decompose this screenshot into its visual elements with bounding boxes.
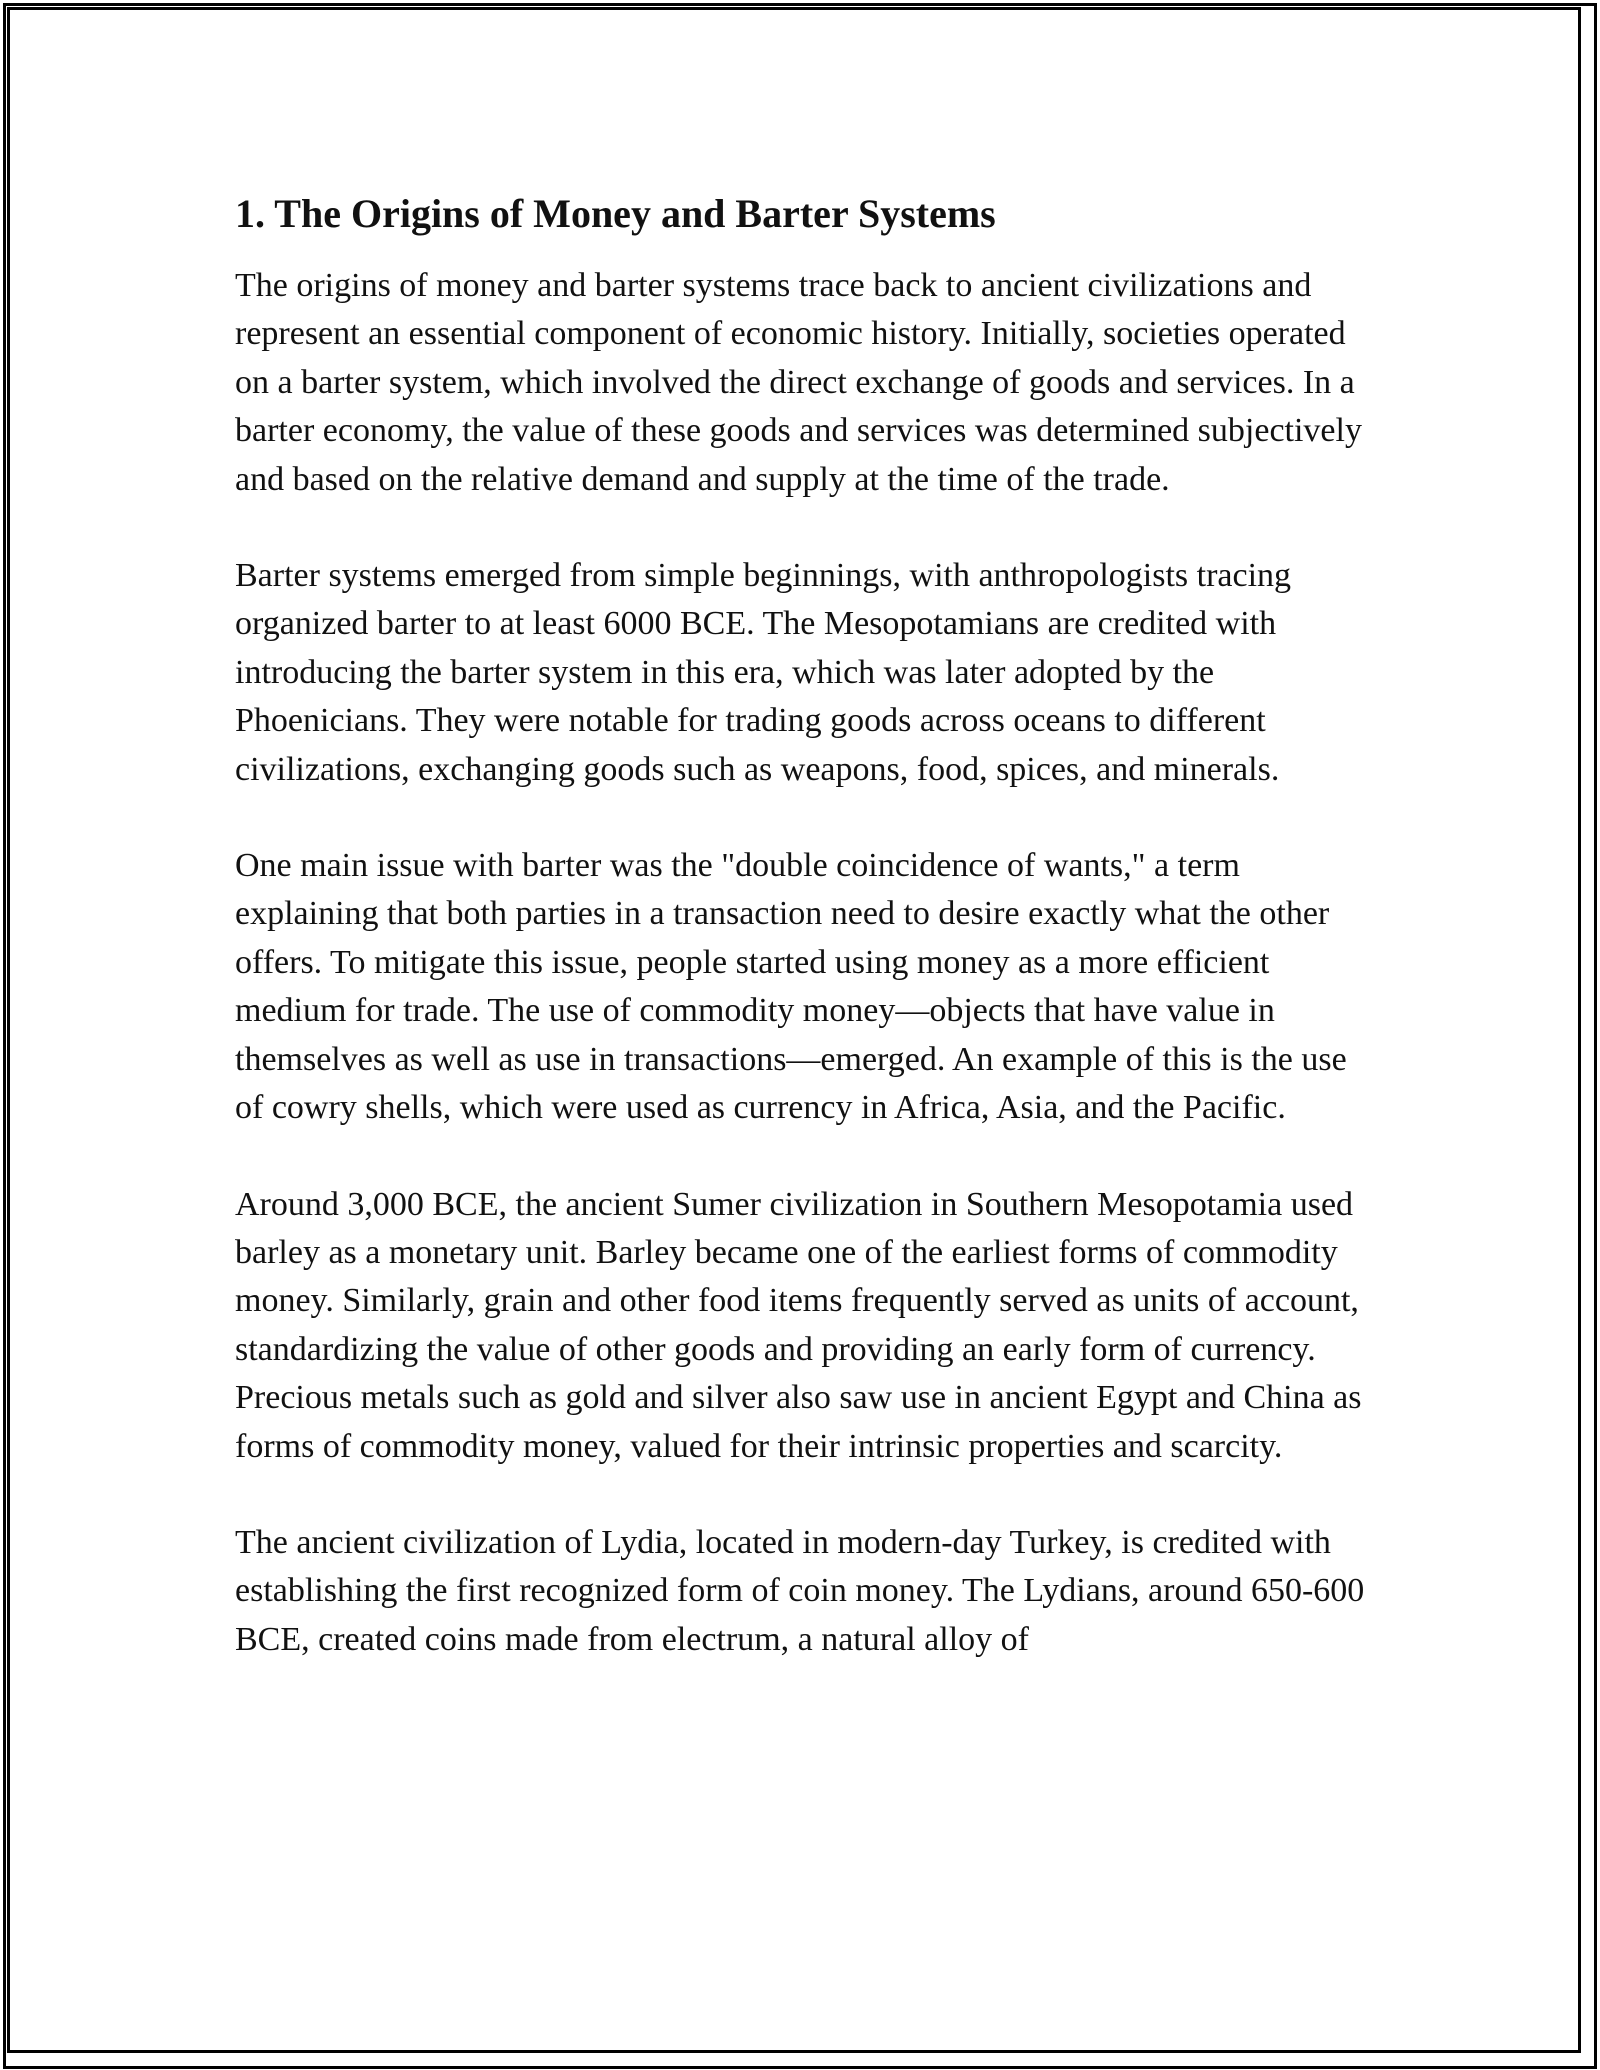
paragraph-barter-emergence: Barter systems emerged from simple beginnings, with anthropologists tracing organized barter to at least 6000 BCE. The Mesopotamians are credited with introducing the barter system in this era, which was later adopted by the Phoenicians. They were notable for trading goods across oceans to different civilizations, exchanging goods such as weapons, food, spices, and minerals.	[235, 557, 1292, 788]
paragraph-sumer-barley: Around 3,000 BCE, the ancient Sumer civilization in Southern Mesopotamia used barley as a monetary unit. Barley became one of the earliest forms of commodity money. Similarly, grain and other food items frequently served as units of account, standardizing the value of other goods and providing an early form of currency. Precious metals such as gold and silver also saw use in ancient Egypt and China as forms of commodity money, valued for their intrinsic properties and scarcity.	[235, 1185, 1362, 1465]
paragraph-barter-intro: The origins of money and barter systems trace back to ancient civilizations and represent an essential component of economic history. Initially, societies operated on a barter system, which involved the direct exchange of goods and services. In a barter economy, the value of these goods and services was determined subjectively and based on the relative demand and supply at the time of the trade.	[235, 267, 1362, 498]
document-body	[235, 186, 1375, 1712]
paragraph-double-coincidence: One main issue with barter was the "double coincidence of wants," a term explaining that both parties in a transaction need to desire exactly what the other offers. To mitigate this issue, people started using money as a more efficient medium for trade. The use of commodity money—objects that have value in themselves as well as use in transactions—emerged. An example of this is the use of cowry shells, which were used as currency in Africa, Asia, and the Pacific.	[235, 847, 1347, 1127]
section-heading: 1. The Origins of Money and Barter Systems	[235, 191, 996, 236]
paragraph-lydia-coins: The ancient civilization of Lydia, located in modern-day Turkey, is credited with establishing the first recognized form of coin money. The Lydians, around 650-600 BCE, created coins made from electrum, a natural alloy of	[235, 1523, 1365, 1658]
